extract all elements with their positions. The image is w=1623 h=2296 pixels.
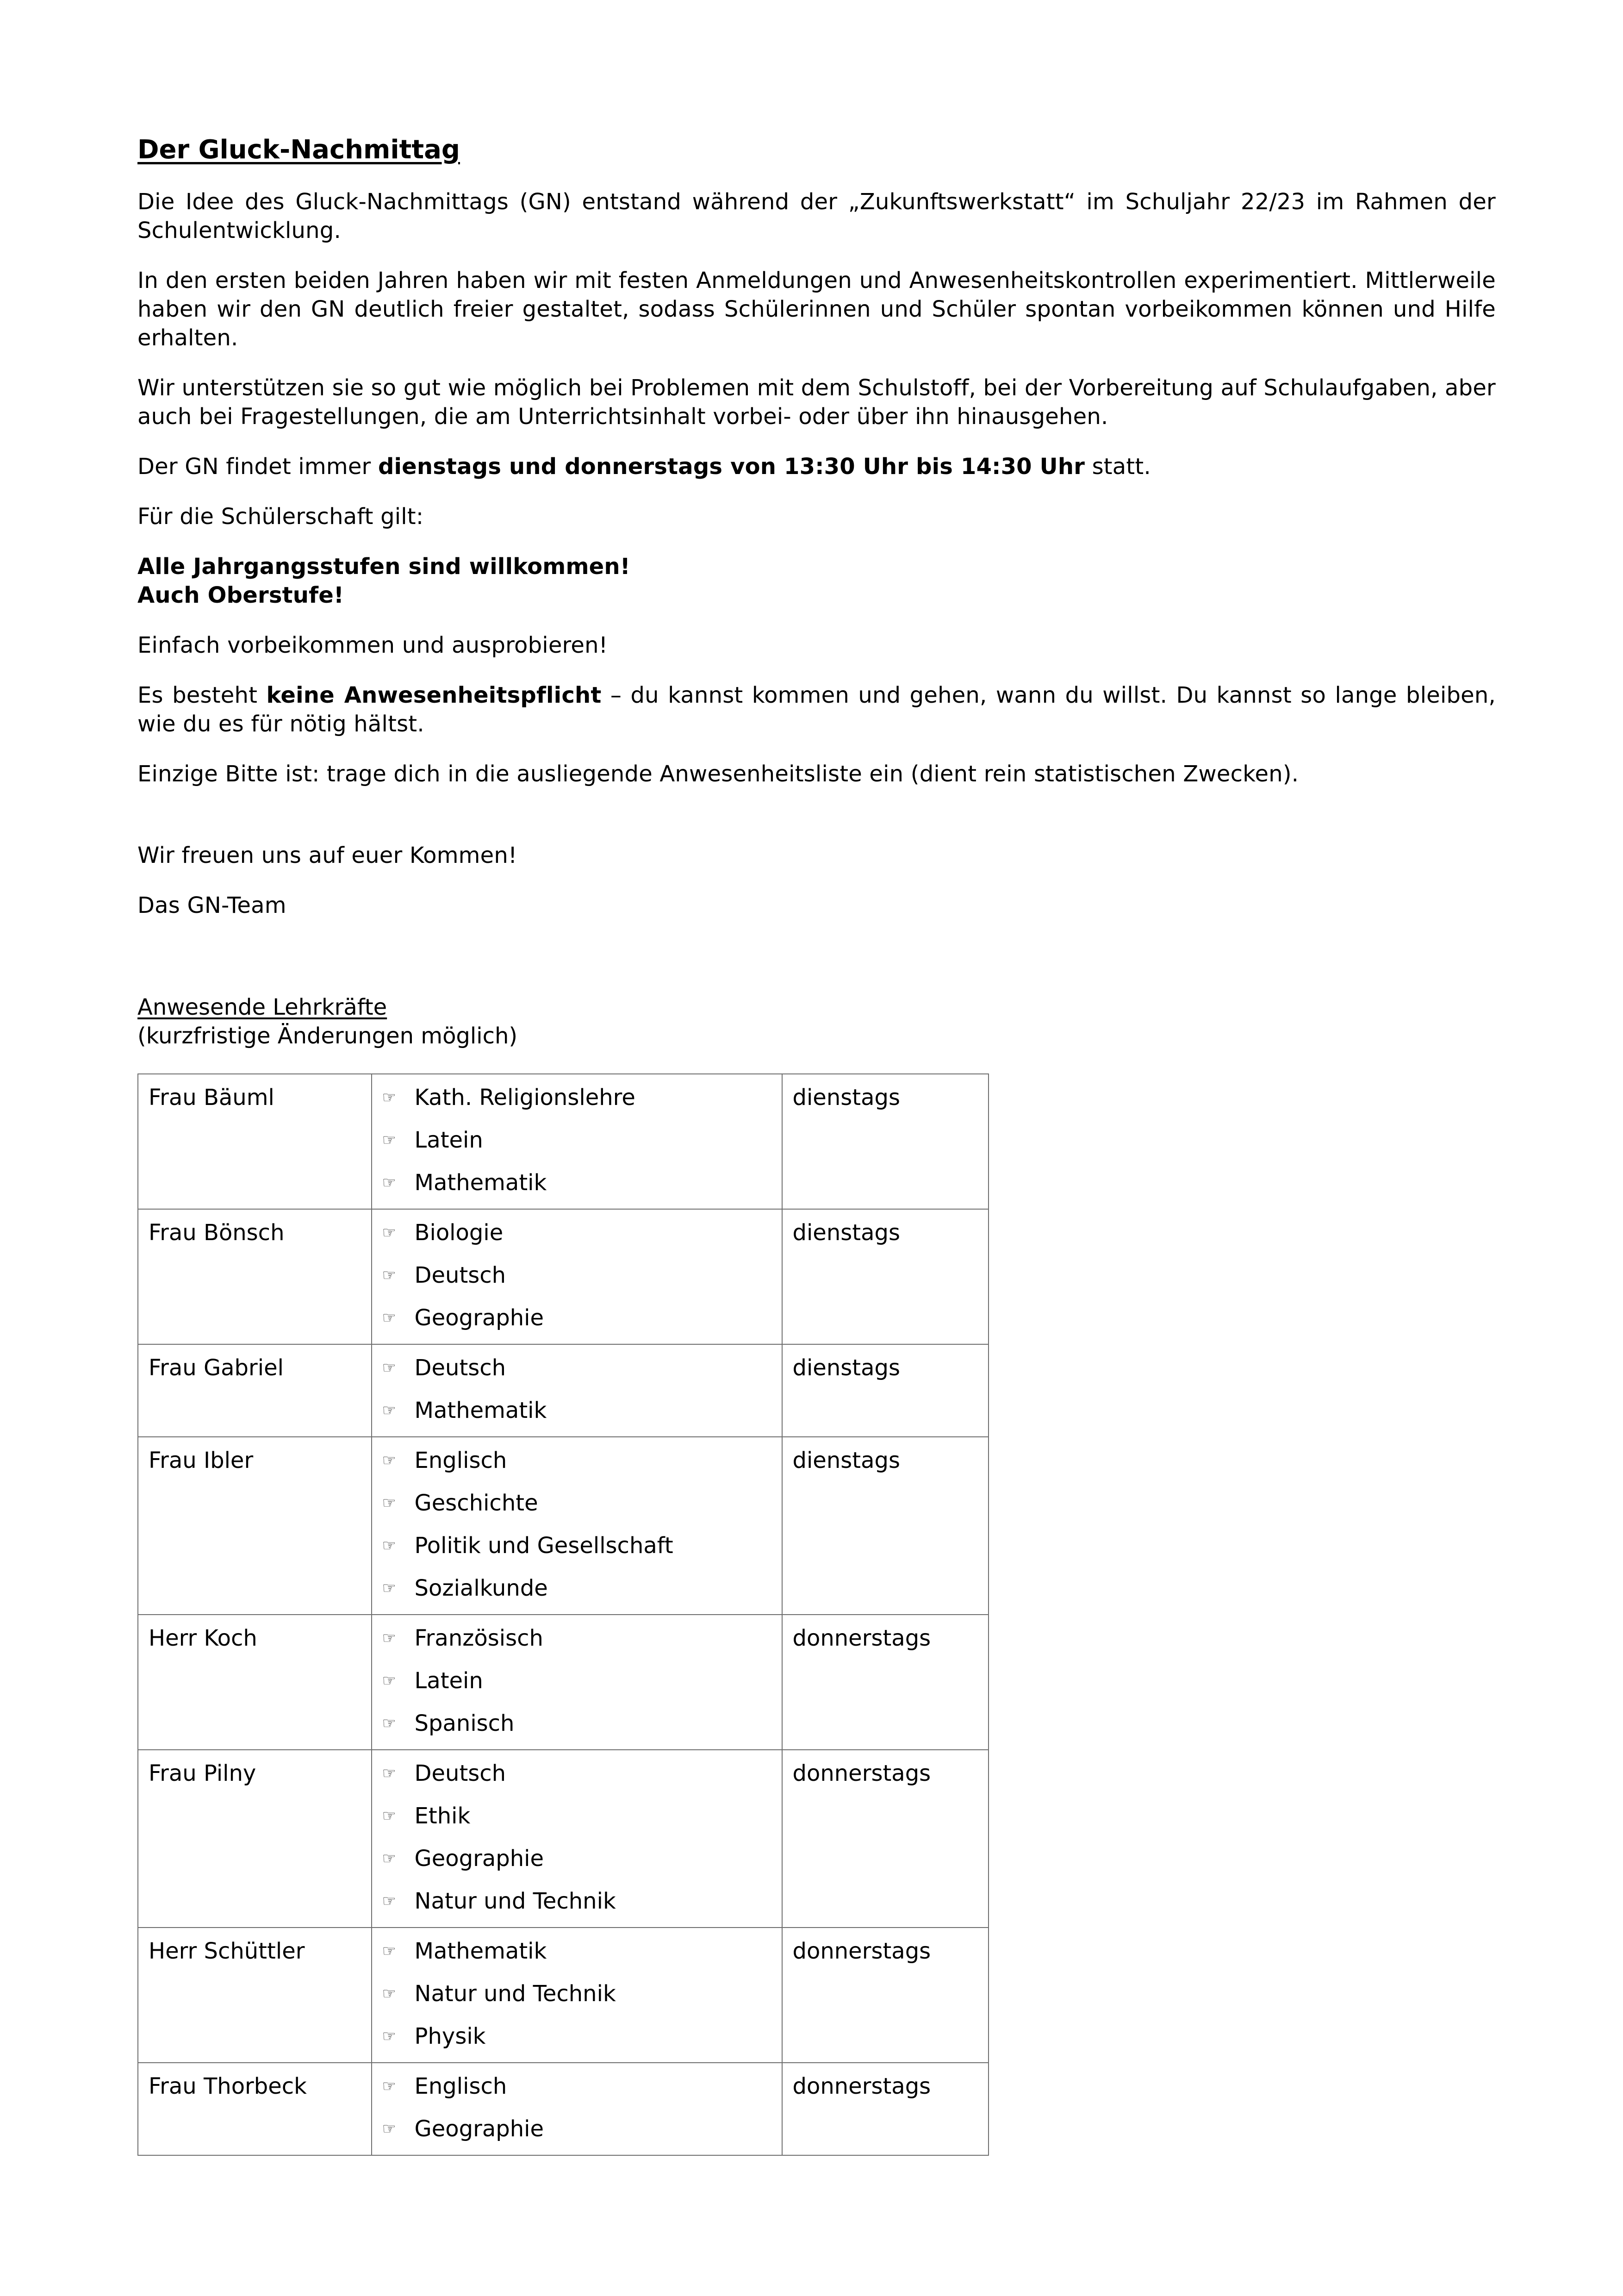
- pointing-hand-icon: ☞: [382, 1672, 397, 1691]
- teacher-subjects: [372, 1344, 782, 1437]
- list-item: [382, 1347, 771, 1389]
- teacher-day: donnerstags: [782, 1615, 989, 1750]
- subject-label: Deutsch: [414, 1760, 506, 1787]
- teacher-subjects: [372, 1750, 782, 1928]
- list-item: [382, 1119, 771, 1161]
- subject-label: Politik und Gesellschaft: [414, 1533, 673, 1559]
- attendance-prefix: Es besteht: [137, 682, 267, 709]
- pointing-hand-icon: ☞: [382, 1984, 397, 2003]
- subject-label: Latein: [414, 1127, 483, 1154]
- subject-label: Mathematik: [414, 1170, 547, 1196]
- list-item: [382, 1702, 771, 1745]
- table-row: [138, 1928, 989, 2063]
- teacher-name: Frau Bönsch: [138, 1209, 372, 1344]
- teacher-name: Herr Koch: [138, 1615, 372, 1750]
- teacher-name: Frau Pilny: [138, 1750, 372, 1928]
- pointing-hand-icon: ☞: [382, 1714, 397, 1733]
- teachers-table-body: [138, 1074, 989, 2155]
- list-item: [382, 1795, 771, 1837]
- paragraph-closing: Wir freuen uns auf euer Kommen!: [137, 842, 517, 869]
- paragraph-support: Wir unterstützen sie so gut wie möglich bei Problemen mit dem Schulstoff, bei der Vorbereitung auf Schulaufgaben, aber auch bei Fragestellungen, die am Unterrichtsinhalt vorbei- oder über ihn hinausgehen.: [137, 375, 1496, 430]
- teacher-subjects: [372, 1615, 782, 1750]
- pointing-hand-icon: ☞: [382, 1629, 397, 1648]
- list-item: [382, 1482, 771, 1524]
- teachers-table: [137, 1073, 989, 2156]
- list-item: [382, 1930, 771, 1972]
- list-item: [382, 1439, 771, 1482]
- list-item: [382, 1617, 771, 1660]
- list-item: [382, 1297, 771, 1339]
- pointing-hand-icon: ☞: [382, 1309, 397, 1328]
- subject-label: Ethik: [414, 1803, 471, 1829]
- paragraph-no-attendance: [137, 681, 1496, 738]
- teacher-name: Frau Bäuml: [138, 1074, 372, 1209]
- list-item: [382, 1254, 771, 1297]
- teacher-name: Frau Gabriel: [138, 1344, 372, 1437]
- teacher-day: dienstags: [782, 1074, 989, 1209]
- pointing-hand-icon: ☞: [382, 2120, 397, 2139]
- subject-label: Mathematik: [414, 1398, 547, 1424]
- pointing-hand-icon: ☞: [382, 1494, 397, 1513]
- pointing-hand-icon: ☞: [382, 1173, 397, 1192]
- subject-label: Geographie: [414, 1846, 544, 1872]
- pointing-hand-icon: ☞: [382, 1359, 397, 1378]
- subject-label: Natur und Technik: [414, 1981, 616, 2007]
- subject-label: Biologie: [414, 1220, 504, 1246]
- list-item: [382, 1076, 771, 1119]
- teacher-day: dienstags: [782, 1344, 989, 1437]
- paragraph-history: In den ersten beiden Jahren haben wir mit festen Anmeldungen und Anwesenheitskontrollen experimentiert. Mittlerweile haben wir den GN deutlich freier gestaltet, sodass Schülerinnen und Schüler spontan vorbeikommen können und Hilfe erhalten.: [137, 268, 1496, 351]
- list-item: [382, 2065, 771, 2108]
- subject-label: Französisch: [414, 1625, 543, 1652]
- paragraph-request: Einzige Bitte ist: trage dich in die ausliegende Anwesenheitsliste ein (dient rein statistischen Zwecken).: [137, 761, 1299, 787]
- list-item: [382, 1660, 771, 1702]
- teacher-name: Frau Thorbeck: [138, 2063, 372, 2155]
- teacher-day: donnerstags: [782, 1928, 989, 2063]
- pointing-hand-icon: ☞: [382, 1536, 397, 1555]
- subject-label: Englisch: [414, 1447, 507, 1474]
- subject-label: Geographie: [414, 1305, 544, 1331]
- table-row: [138, 1344, 989, 1437]
- list-item: [382, 1837, 771, 1880]
- pointing-hand-icon: ☞: [382, 1266, 397, 1285]
- attendance-suffix: – du kannst kommen und gehen, wann du willst. Du kannst so lange bleiben, wie du es für nötig hältst.: [137, 682, 1496, 737]
- subject-label: Geographie: [414, 2116, 544, 2142]
- teacher-name: Frau Ibler: [138, 1437, 372, 1615]
- pointing-hand-icon: ☞: [382, 1764, 397, 1783]
- pointing-hand-icon: ☞: [382, 1131, 397, 1150]
- teacher-subjects: [372, 2063, 782, 2155]
- table-row: [138, 1437, 989, 1615]
- list-item: [382, 1524, 771, 1567]
- document-title: Der Gluck-Nachmittag: [137, 135, 460, 165]
- teacher-name: Herr Schüttler: [138, 1928, 372, 2063]
- paragraph-signature: Das GN-Team: [137, 892, 286, 919]
- teacher-subjects: [372, 1437, 782, 1615]
- pointing-hand-icon: ☞: [382, 1451, 397, 1470]
- list-item: [382, 1752, 771, 1795]
- list-item: [382, 1389, 771, 1432]
- subject-label: Englisch: [414, 2073, 507, 2100]
- pointing-hand-icon: ☞: [382, 2077, 397, 2096]
- pointing-hand-icon: ☞: [382, 1807, 397, 1826]
- pointing-hand-icon: ☞: [382, 2027, 397, 2046]
- pointing-hand-icon: ☞: [382, 1942, 397, 1961]
- table-row: [138, 1074, 989, 1209]
- subject-label: Spanisch: [414, 1710, 515, 1737]
- subject-label: Kath. Religionslehre: [414, 1085, 635, 1111]
- list-item: [382, 1567, 771, 1610]
- teacher-subjects: [372, 1074, 782, 1209]
- schedule-times: dienstags und donnerstags von 13:30 Uhr bis 14:30 Uhr: [378, 454, 1085, 480]
- teachers-note: (kurzfristige Änderungen möglich): [137, 1023, 518, 1049]
- table-row: [138, 1750, 989, 1928]
- teacher-day: donnerstags: [782, 1750, 989, 1928]
- teacher-day: dienstags: [782, 1209, 989, 1344]
- subject-label: Latein: [414, 1668, 483, 1694]
- subject-label: Deutsch: [414, 1355, 506, 1381]
- schedule-suffix: statt.: [1085, 454, 1151, 480]
- pointing-hand-icon: ☞: [382, 1849, 397, 1868]
- paragraph-students-intro: Für die Schülerschaft gilt:: [137, 504, 424, 530]
- teacher-subjects: [372, 1209, 782, 1344]
- welcome-line-1: Alle Jahrgangsstufen sind willkommen!: [137, 554, 630, 580]
- pointing-hand-icon: ☞: [382, 1223, 397, 1242]
- subject-label: Physik: [414, 2023, 486, 2050]
- table-row: [138, 2063, 989, 2155]
- subject-label: Natur und Technik: [414, 1888, 616, 1915]
- paragraph-try-it: Einfach vorbeikommen und ausprobieren!: [137, 632, 608, 659]
- list-item: [382, 1880, 771, 1922]
- pointing-hand-icon: ☞: [382, 1401, 397, 1420]
- list-item: [382, 1161, 771, 1204]
- schedule-prefix: Der GN findet immer: [137, 454, 378, 480]
- list-item: [382, 1211, 771, 1254]
- teacher-subjects: [372, 1928, 782, 2063]
- pointing-hand-icon: ☞: [382, 1088, 397, 1107]
- table-row: [138, 1209, 989, 1344]
- teachers-heading: Anwesende Lehrkräfte: [137, 994, 387, 1021]
- subject-label: Mathematik: [414, 1938, 547, 1965]
- teacher-day: dienstags: [782, 1437, 989, 1615]
- subject-label: Sozialkunde: [414, 1575, 548, 1602]
- subject-label: Deutsch: [414, 1262, 506, 1289]
- paragraph-schedule: [137, 452, 1496, 481]
- welcome-line-2: Auch Oberstufe!: [137, 582, 344, 609]
- document-page: [137, 134, 1496, 2156]
- pointing-hand-icon: ☞: [382, 1892, 397, 1911]
- list-item: [382, 1972, 771, 2015]
- list-item: [382, 2015, 771, 2058]
- paragraph-welcome: [137, 552, 1496, 610]
- pointing-hand-icon: ☞: [382, 1579, 397, 1598]
- table-row: [138, 1615, 989, 1750]
- attendance-bold: keine Anwesenheitspflicht: [266, 682, 602, 709]
- paragraph-origin: Die Idee des Gluck-Nachmittags (GN) entstand während der „Zukunftswerkstatt“ im Schuljahr 22/23 im Rahmen der Schulentwicklung.: [137, 189, 1496, 244]
- list-item: [382, 2108, 771, 2150]
- subject-label: Geschichte: [414, 1490, 538, 1516]
- teacher-day: donnerstags: [782, 2063, 989, 2155]
